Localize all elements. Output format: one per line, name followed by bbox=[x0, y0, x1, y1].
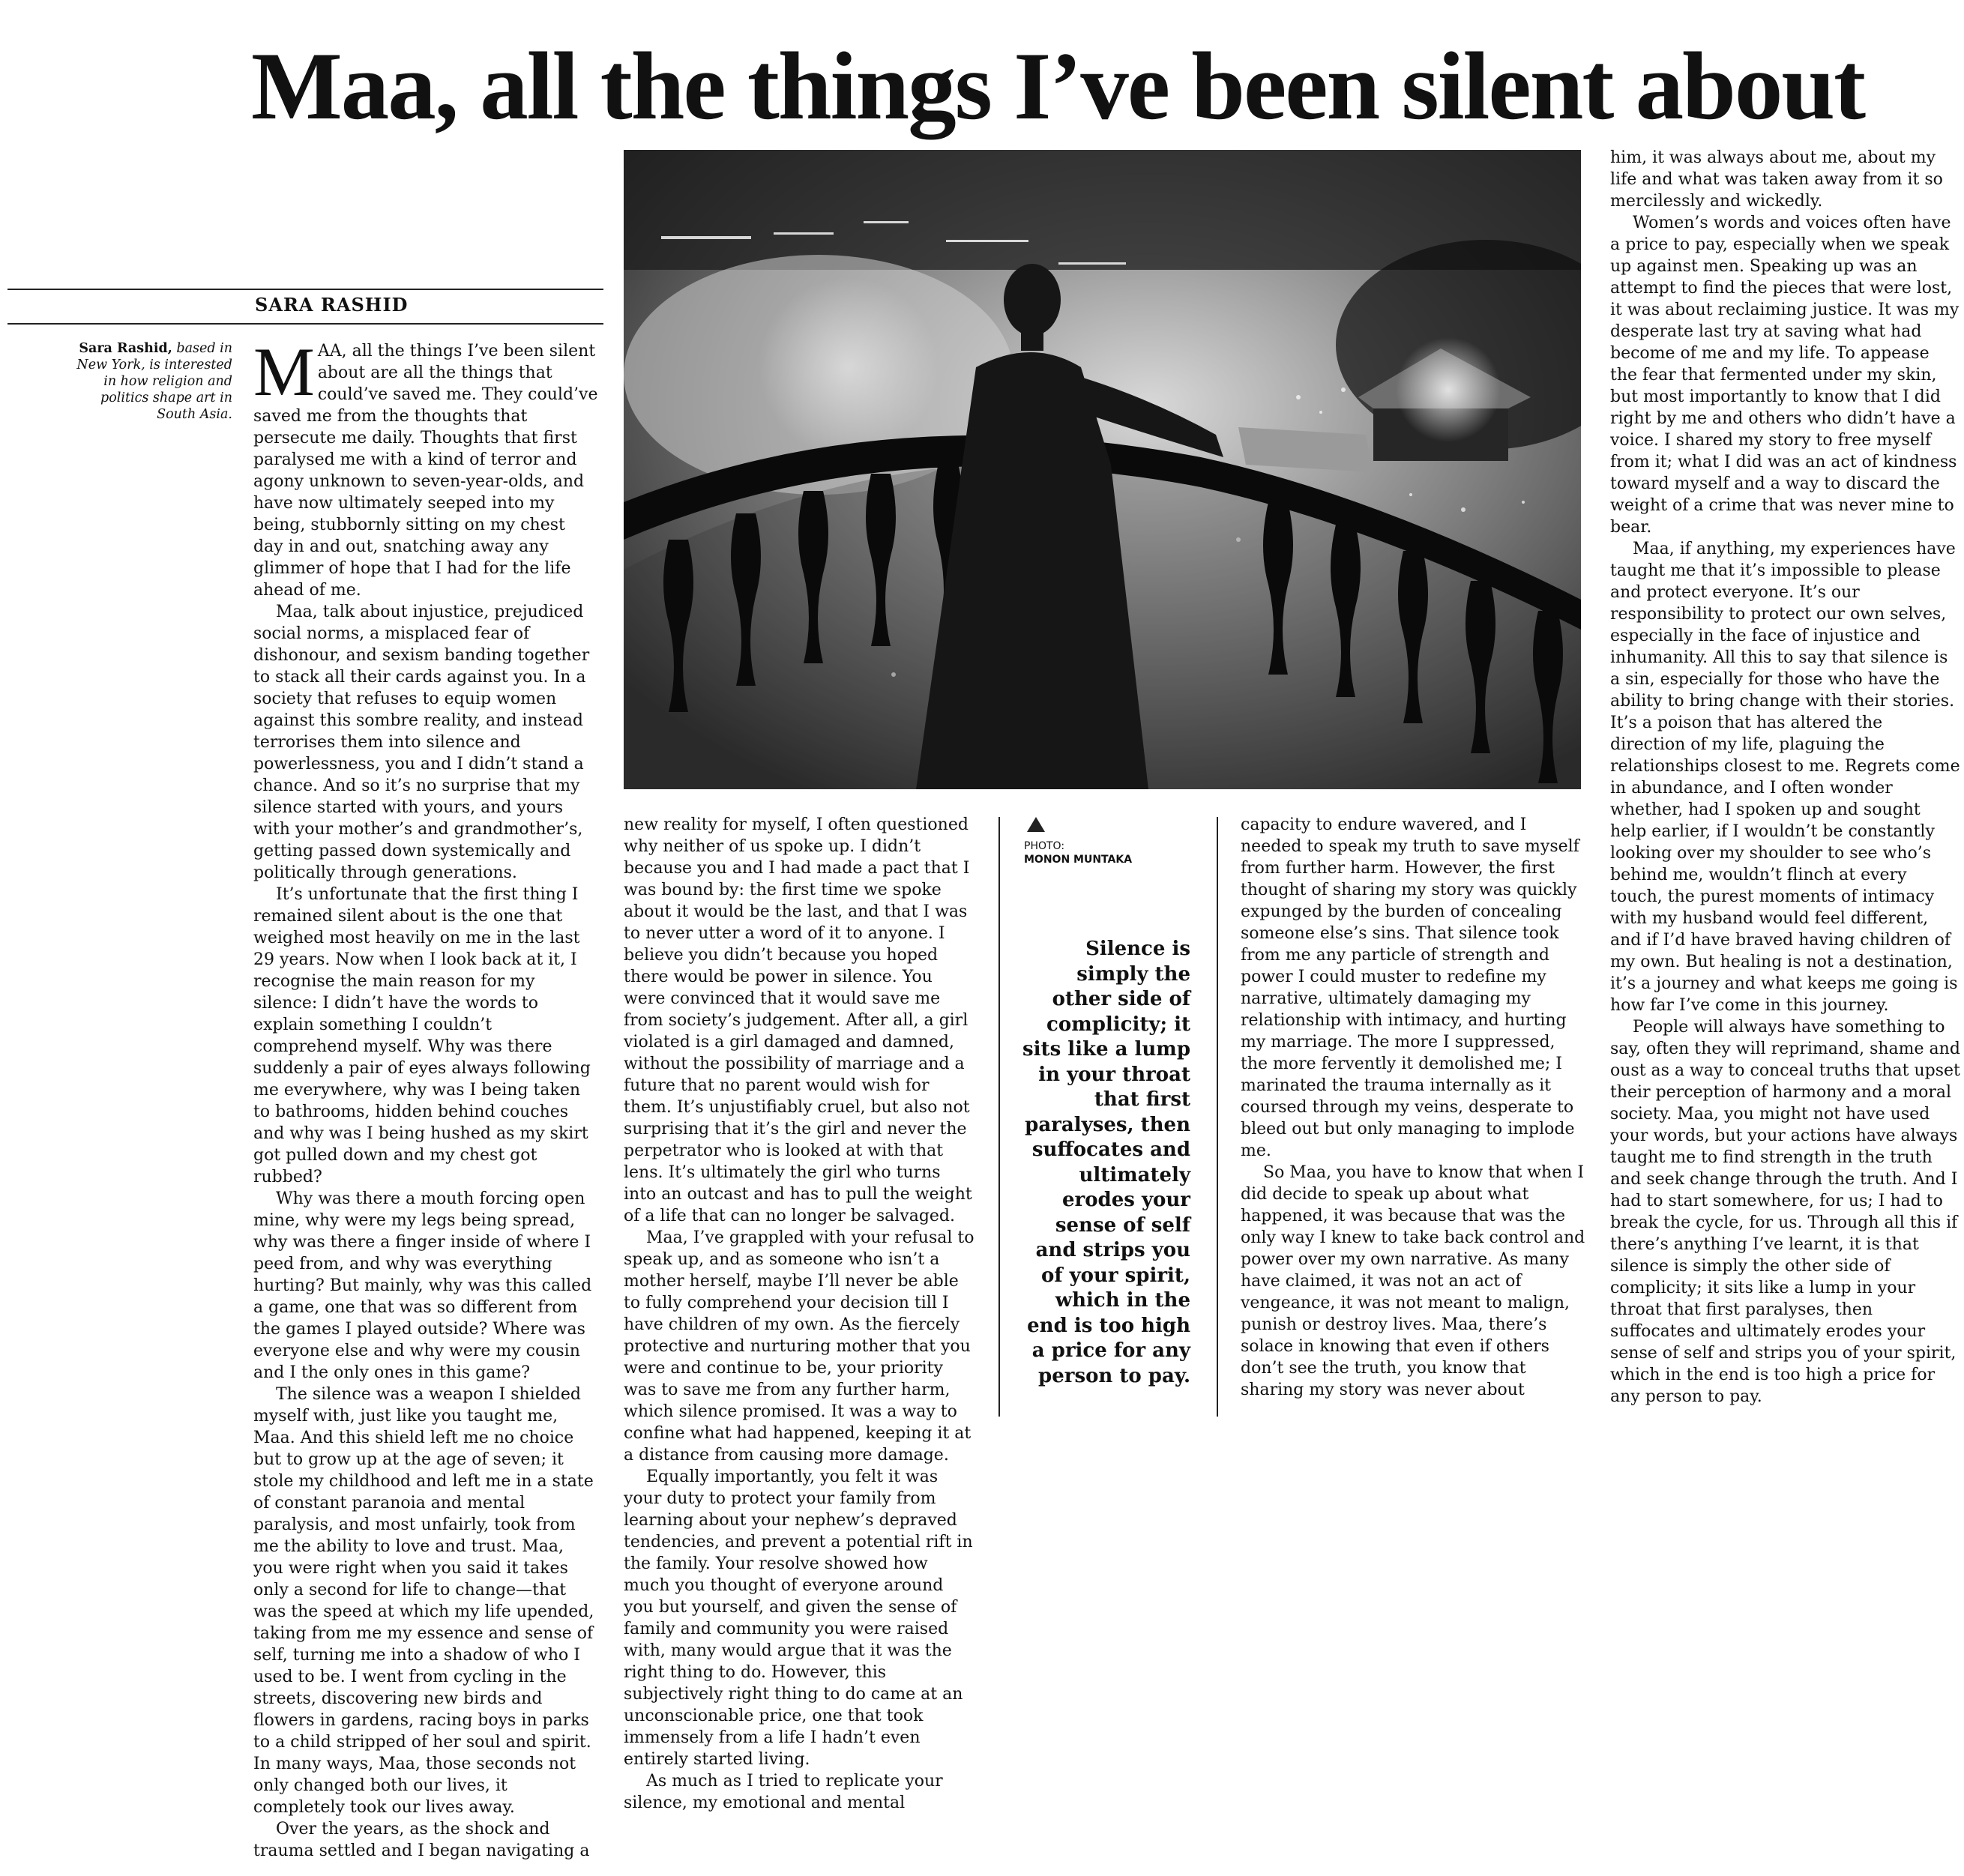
photo-credit-name: MONON MUNTAKA bbox=[1024, 854, 1133, 866]
byline-rule-top bbox=[7, 289, 603, 290]
column-divider bbox=[1217, 817, 1218, 1417]
photo-credit-label: PHOTO: bbox=[1024, 840, 1065, 852]
article-column-2 bbox=[624, 814, 975, 1814]
article-paragraph: People will always have something to say, often they will reprimand, shame and oust as a way to conceal truths that upset their perception of harmony and a moral society. Maa, you might not have used your words, but your actions have always taught me to find strength in the truth and seek change through the truth. And I had to start somewhere, for us; I had to break the cycle, for us. Through all this if there’s anything I’ve learnt, it is that silence is simply the other side of complicity; it sits like a lump in your throat that first paralyses, then suffocates and ultimately erodes your sense of self and strips you of your spirit, which in the end is too high a price for any person to pay. bbox=[1610, 1018, 1960, 1406]
article-paragraph: Equally importantly, you felt it was your duty to protect your family from learning about your nephew’s depraved tendencies, and prevent a potential rift in the family. Your resolve showed how much you thought of everyone around you but yourself, and given the sense of family and community you were raised with, many would argue that it was the right thing to do. However, this subjectively right thing to do came at an unconscionable price, one that took immensely from a life I hadn’t even entirely started living. bbox=[624, 1468, 973, 1769]
photo-credit-marker-icon bbox=[1027, 817, 1045, 832]
article-column-1 bbox=[253, 334, 598, 1862]
column-divider bbox=[998, 817, 1000, 1417]
article-paragraph: new reality for myself, I often questioned why neither of us spoke up. I didn’t because you and I had made a pact that I was bound by: the first time we spoke about it would be the last, and that I was to never utter a word of it to anyone. I believe you didn’t because you hoped there would be power in silence. You were convinced that it would save me from society’s judgement. After all, a girl violated is a girl damaged and damned, without the possibility of marriage and a future that no parent would wish for them. It’s unjustifiably cruel, but also not surprising that it’s the girl and never the perpetrator who is looked at with that lens. It’s ultimately the girl who turns into an outcast and has to pull the weight of a life that can no longer be salvaged. bbox=[624, 815, 972, 1225]
article-paragraph: Maa, if anything, my experiences have taught me that it’s impossible to please and protect everyone. It’s our responsibility to protect our own selves, especially in the face of injustice and inhumanity. All this to say that silence is a sin, especially for those who have the ability to bring change with their stories. It’s a poison that has altered the direction of my life, plaguing the relationships closest to me. Regrets come in abundance, and I often wonder whether, had I spoken up and sought help earlier, if I wouldn’t be constantly looking over my shoulder to see who’s behind me, wouldn’t flinch at every touch, the purest moments of intimacy with my husband would feel different, and if I’d have braved having children of my own. But healing is not a destination, it’s a journey and what keeps me going is how far I’ve come in this journey. bbox=[1610, 540, 1960, 1015]
headline: Maa, all the things I’ve been silent about bbox=[251, 32, 1865, 139]
article-photo bbox=[624, 150, 1581, 789]
byline: SARA RASHID bbox=[255, 294, 409, 316]
article-column-4 bbox=[1610, 147, 1961, 1408]
author-bio-text: based in New York, is interested in how religion and politics shape art in South Asia. bbox=[76, 341, 232, 422]
article-paragraph: Over the years, as the shock and trauma settled and I began navigating a bbox=[253, 1820, 590, 1860]
article-paragraph: Maa, talk about injustice, prejudiced social norms, a misplaced fear of dishonour, and sexism banding together to stack all their cards against you. In a society that refuses to equip women against this sombre reality, and instead terrorises them into silence and powerlessness, you and I didn’t stand a chance. And so it’s no surprise that my silence started with yours, and yours with your mother’s and grandmother’s, getting passed down systemically and politically through generations. bbox=[253, 603, 590, 882]
article-paragraph: Women’s words and voices often have a price to pay, especially when we speak up against men. Speaking up was an attempt to find the pieces that were lost, it was about reclaiming justice. It was my desperate last try at saving what had become of me and my life. To appease the fear that fermented under my skin, but most importantly to know that I did right by me and others who didn’t have a voice. I shared my story to free myself from it; what I did was an act of kindness toward myself and a way to discard the weight of a crime that was never mine to bear. bbox=[1610, 214, 1960, 537]
pull-quote: Silence is simply the other side of complicity; it sits like a lump in your throat that first paralyses, then suffocates and ultimately erodes your sense of self and strips you of your spirit, which in the end is too high a price for any person to pay. bbox=[1022, 938, 1190, 1387]
byline-rule-bottom bbox=[7, 323, 603, 325]
article-paragraph: Why was there a mouth forcing open mine, why were my legs being spread, why was there a finger inside of where I peed from, and why was everything hurting? But mainly, why was this called a game, one that was so different from the games I played outside? Where was everyone else and why were my cousin and I the only ones in this game? bbox=[253, 1189, 592, 1382]
article-paragraph: capacity to endure wavered, and I needed to speak my truth to save myself from further harm. However, the first thought of sharing my story was quickly expunged by the burden of concealing someone else’s sins. That silence took from me any particle of strength and power I could muster to redefine my narrative, ultimately damaging my relationship with intimacy, and hurting my marriage. The more I suppressed, the more fervently it demolished me; I marinated the trauma internally as it coursed through my veins, desperate to bleed out but only managing to implode me. bbox=[1241, 815, 1579, 1160]
article-paragraph: The silence was a weapon I shielded myself with, just like you taught me, Maa. And this shield left me no choice but to grow up at the age of seven; it stole my childhood and left me in a state of constant paranoia and mental paralysis, and most unfairly, took from me the ability to love and trust. Maa, you were right when you said it takes only a second for life to change—that was the speed at which my life upended, taking from me my essence and sense of self, turning me into a shadow of who I used to be. I went from cycling in the streets, discovering new birds and flowers in gardens, racing boys in parks to a child stripped of her soul and spirit. In many ways, Maa, those seconds not only changed both our lives, it completely took our lives away. bbox=[253, 1385, 594, 1817]
article-paragraph bbox=[253, 334, 598, 601]
article-column-3 bbox=[1241, 814, 1585, 1401]
article-paragraph: So Maa, you have to know that when I did decide to speak up about what happened, it was because that was the only way I knew to take back control and power over my own narrative. As many have claimed, it was not an act of vengeance, it was not meant to malign, punish or destroy lives. Maa, there’s solace in knowing that even if others don’t see the truth, you know that sharing my story was never about bbox=[1241, 1163, 1585, 1399]
article-paragraph: Maa, I’ve grappled with your refusal to speak up, and as someone who isn’t a mother herself, maybe I’ll never be able to fully comprehend your decision till I have children of my own. As the fiercely protective and nurturing mother that you were and continue to be, your priority was to save me from any further harm, which silence promised. It was a way to confine what had happened, keeping it at a distance from causing more damage. bbox=[624, 1228, 975, 1465]
article-paragraph: As much as I tried to replicate your silence, my emotional and mental bbox=[624, 1772, 943, 1812]
photo-credit bbox=[1024, 839, 1132, 866]
author-bio-name: Sara Rashid, bbox=[79, 341, 172, 356]
author-bio bbox=[67, 340, 232, 423]
paragraph-text: AA, all the things I’ve been silent about are all the things that could’ve saved me. They could’ve saved me from the thoughts that persecute me daily. Thoughts that first paralysed me with a kind of terror and agony unknown to seven-year-olds, and have now ultimately seeped into my being, stubbornly sitting on my chest day in and out, snatching away any glimmer of hope that I had for the life ahead of me. bbox=[253, 342, 598, 600]
article-paragraph: him, it was always about me, about my life and what was taken away from it so mercilessly and wickedly. bbox=[1610, 148, 1943, 211]
drop-cap: M bbox=[253, 334, 315, 410]
photo-illustration bbox=[624, 150, 1581, 789]
article-paragraph: It’s unfortunate that the first thing I remained silent about is the one that weighed most heavily on me in the last 29 years. Now when I look back at it, I recognise the main reason for my silence: I didn’t have the words to explain something I couldn’t comprehend myself. Why was there suddenly a pair of eyes always following me everywhere, why was I being taken to bathrooms, hidden behind couches and why was I being hushed as my skirt got pulled down and my chest got rubbed? bbox=[253, 885, 591, 1186]
